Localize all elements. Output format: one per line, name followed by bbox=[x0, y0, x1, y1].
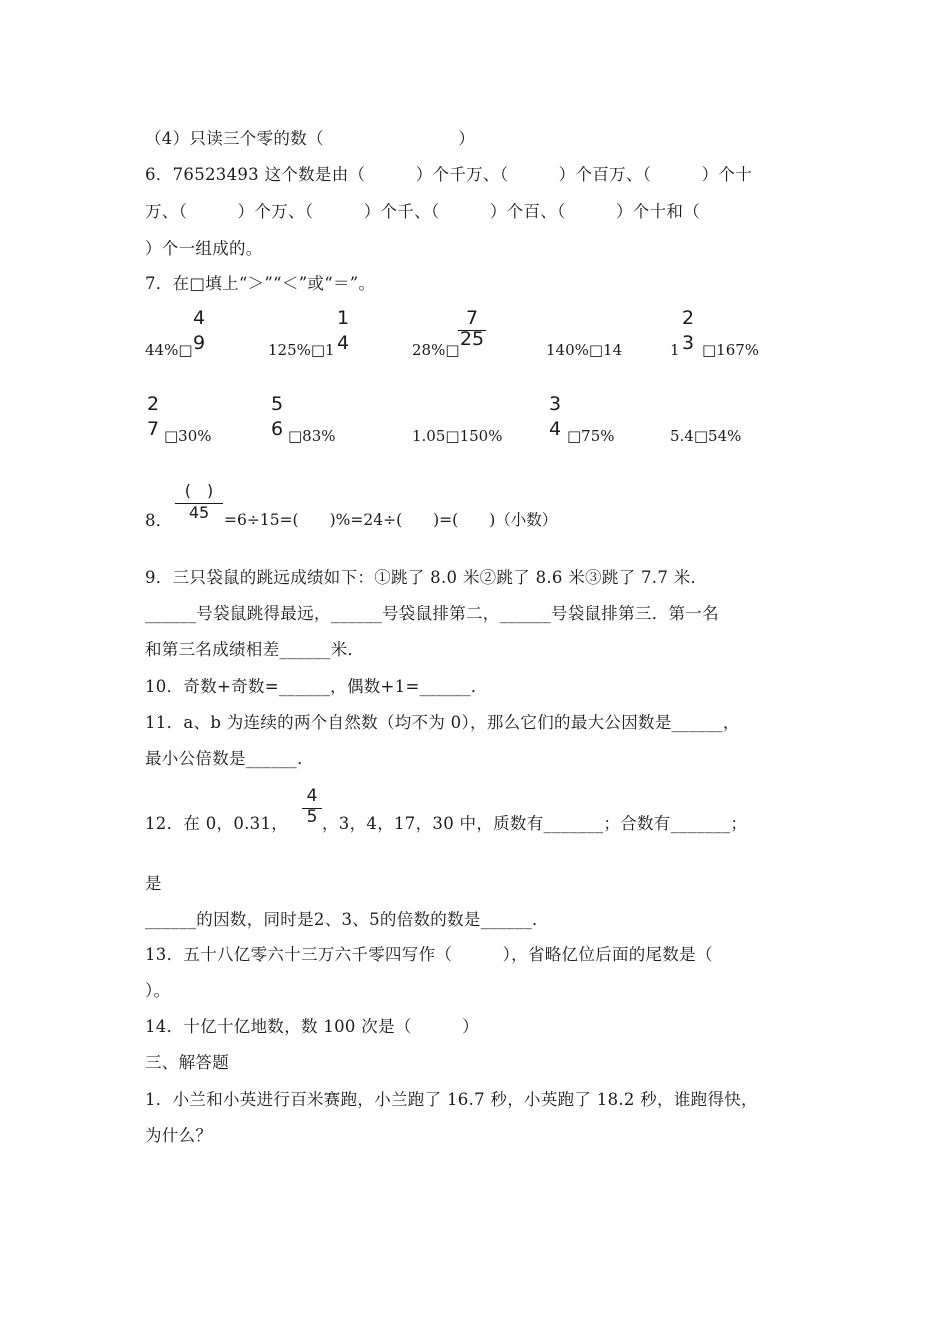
section-3-heading: 三、解答题 bbox=[145, 1053, 229, 1072]
question-8-expression: =6÷15=( )%=24÷( )=( )（小数） bbox=[224, 511, 558, 529]
section-3-question-1-line-2: 为什么？ bbox=[145, 1126, 213, 1145]
question-14: 14．十亿十亿地数，数 100 次是（ ） bbox=[145, 1017, 479, 1036]
question-11-line-1: 11．a、b 为连续的两个自然数（均不为 0），那么它们的最大公因数是______， bbox=[145, 713, 740, 732]
question-10: 10．奇数+奇数=______，偶数+1=______． bbox=[145, 677, 488, 696]
question-12-line-3: ______的因数，同时是2、3、5的倍数的数是______． bbox=[145, 910, 549, 929]
question-9-line-3: 和第三名成绩相差______米． bbox=[145, 640, 365, 659]
fraction: 1 4 bbox=[336, 307, 350, 354]
compare-expression: 140%□14 bbox=[546, 341, 623, 359]
compare-left: 125%□1 bbox=[268, 341, 335, 359]
question-6-line-2: 万、（ ）个万、（ ）个千、（ ）个百、（ ）个十和（ bbox=[145, 202, 700, 221]
compare-left: 28%□ bbox=[412, 341, 460, 359]
section-3-question-1-line-1: 1．小兰和小英进行百米赛跑，小兰跑了 16.7 秒，小英跑了 18.2 秒，谁跑得快， bbox=[145, 1090, 758, 1109]
fraction: ( ) 45 bbox=[175, 480, 223, 524]
question-6-line-1: 6．76523493 这个数是由（ ）个千万、（ ）个百万、（ ）个十 bbox=[145, 165, 753, 184]
compare-left: 44%□ bbox=[145, 341, 193, 359]
question-7-title: 7．在□填上“＞”“＜”或“＝”。 bbox=[145, 274, 376, 293]
compare-right: □83% bbox=[288, 427, 336, 445]
question-12-prefix: 12．在 0，0.31， bbox=[145, 814, 289, 833]
question-9-line-1: 9．三只袋鼠的跳远成绩如下：①跳了 8.0 米②跳了 8.6 米③跳了 7.7 米． bbox=[145, 568, 708, 587]
fraction: 5 6 bbox=[270, 393, 284, 440]
compare-right: □167% bbox=[702, 341, 760, 359]
compare-expression: 1.05□150% bbox=[412, 427, 503, 445]
fraction: 3 4 bbox=[548, 393, 562, 440]
question-13-line-2: ）。 bbox=[145, 981, 171, 1000]
fraction: 4 5 bbox=[302, 785, 322, 828]
question-8-label: 8． bbox=[145, 511, 173, 530]
compare-right: □30% bbox=[164, 427, 212, 445]
question-11-line-2: 最小公倍数是______． bbox=[145, 749, 314, 768]
compare-expression: 5.4□54% bbox=[670, 427, 742, 445]
question-5-4: （4）只读三个零的数（ ） bbox=[145, 129, 475, 148]
question-13-line-1: 13．五十八亿零六十三万六千零四写作（ ），省略亿位后面的尾数是（ bbox=[145, 945, 713, 964]
fraction: 7 25 bbox=[459, 307, 485, 350]
question-6-line-3: ）个一组成的。 bbox=[145, 239, 263, 258]
question-12-suffix: ，3，4，17，30 中，质数有_______；合数有_______； bbox=[322, 814, 748, 833]
fraction: 4 9 bbox=[192, 307, 206, 354]
fraction: 2 3 bbox=[681, 307, 695, 354]
question-12-line-2: 是 bbox=[145, 874, 162, 893]
fraction: 2 7 bbox=[146, 393, 160, 440]
question-9-line-2: ______号袋鼠跳得最远，______号袋鼠排第二，______号袋鼠排第三．第一名 bbox=[145, 604, 719, 623]
compare-right: □75% bbox=[567, 427, 615, 445]
compare-whole: 1 bbox=[670, 341, 680, 359]
